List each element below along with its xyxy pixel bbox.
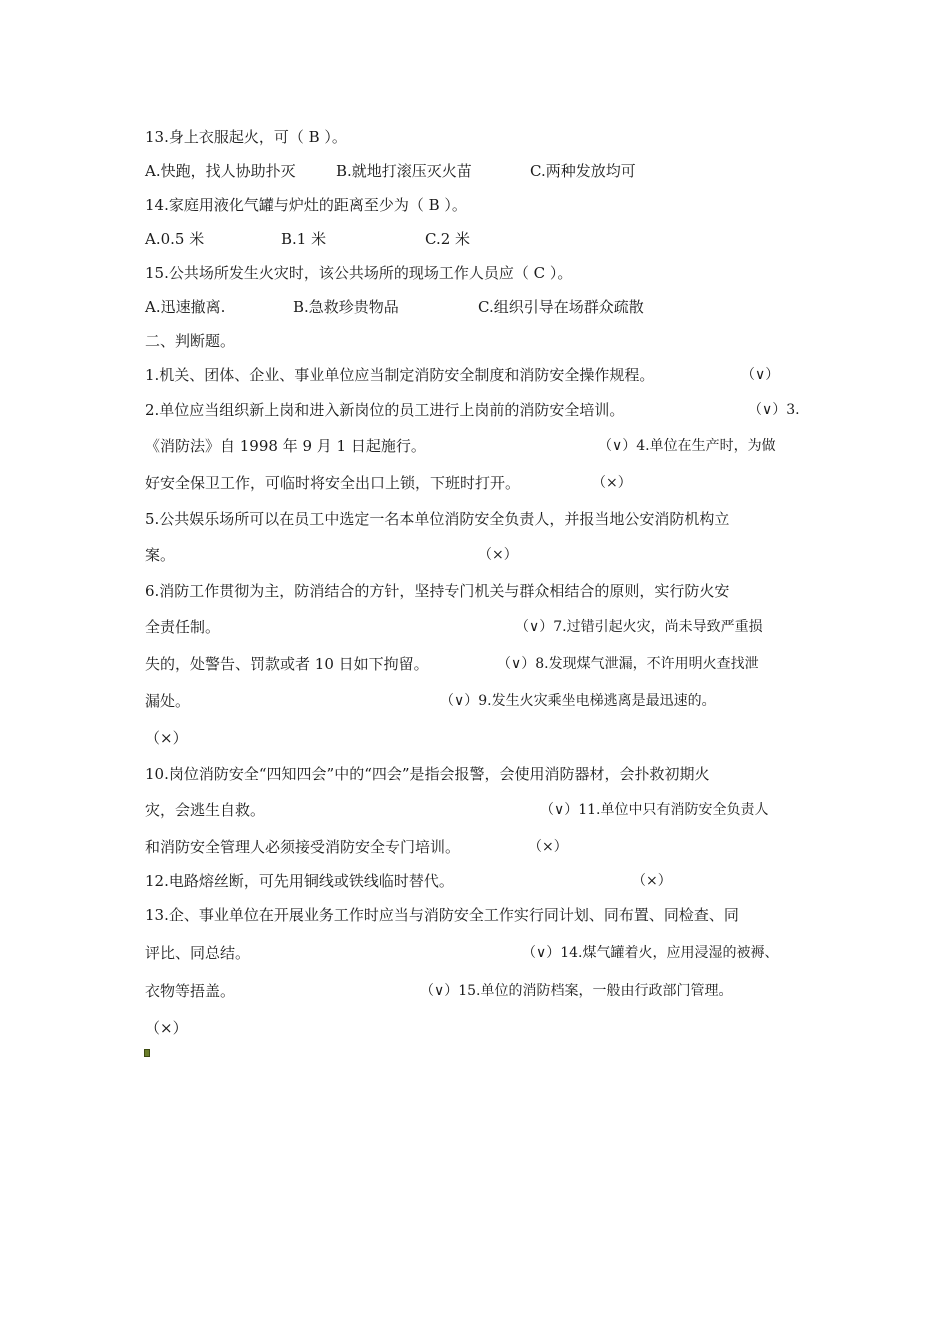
tf-line-18: 衣物等捂盖。	[145, 982, 236, 1000]
image-icon	[144, 1049, 150, 1057]
tf-answer-11: （×）	[528, 839, 568, 855]
tf-line-2: 2.单位应当组织新上岗和进入新岗位的员工进行上岗前的消防安全培训。	[145, 401, 625, 419]
tf-answer-14: （∨）15.单位的消防档案，一般由行政部门管理。	[420, 983, 733, 999]
tf-line-14: 和消防安全管理人必须接受消防安全专门培训。	[145, 838, 461, 856]
tf-line-1: 1.机关、团体、企业、事业单位应当制定消防安全制度和消防安全操作规程。	[145, 366, 655, 384]
tf-answer-2: （∨）3.	[748, 402, 800, 418]
tf-answer-1: （∨）	[741, 367, 780, 383]
tf-line-12: 10.岗位消防安全“四知四会”中的“四会”是指会报警，会使用消防器材，会扑救初期火	[145, 765, 710, 783]
tf-line-5: 5.公共娱乐场所可以在员工中选定一名本单位消防安全负责人，并报当地公安消防机构立	[145, 510, 730, 528]
tf-answer-13: （∨）14.煤气罐着火，应用浸湿的被褥、	[522, 945, 779, 961]
question-15: 15.公共场所发生火灾时，该公共场所的现场工作人员应（ C ）。	[145, 264, 573, 282]
tf-line-10: 漏处。	[145, 692, 191, 710]
tf-line-15: 12.电路熔丝断，可先用铜线或铁线临时替代。	[145, 872, 454, 890]
q13-option-b: B.就地打滚压灭火苗	[336, 162, 472, 180]
tf-answer-7: （∨）8.发现煤气泄漏，不许用明火查找泄	[497, 656, 759, 672]
q14-option-c: C.2 米	[425, 230, 471, 248]
tf-line-16: 13.企、事业单位在开展业务工作时应当与消防安全工作实行同计划、同布置、同检查、同	[145, 906, 739, 924]
q14-option-b: B.1 米	[281, 230, 327, 248]
tf-line-17: 评比、同总结。	[145, 944, 251, 962]
q15-option-b: B.急救珍贵物品	[293, 298, 399, 316]
question-14: 14.家庭用液化气罐与炉灶的距离至少为（ B ）。	[145, 196, 467, 214]
tf-answer-5: （×）	[478, 547, 518, 563]
tf-line-6: 案。	[145, 546, 176, 564]
tf-line-7: 6.消防工作贯彻为主，防消结合的方针，坚持专门机关与群众相结合的原则，实行防火安	[145, 582, 730, 600]
tf-line-11: （×）	[145, 729, 188, 747]
tf-answer-4: （×）	[592, 475, 632, 491]
tf-line-3: 《消防法》自 1998 年 9 月 1 日起施行。	[145, 437, 426, 455]
q15-option-a: A.迅速撤离.	[145, 298, 226, 316]
q13-option-c: C.两种发放均可	[530, 162, 636, 180]
question-13: 13.身上衣服起火，可（ B ）。	[145, 128, 347, 146]
tf-line-19: （×）	[145, 1019, 188, 1037]
tf-line-13: 灾，会逃生自救。	[145, 801, 266, 819]
tf-answer-12: （×）	[632, 873, 672, 889]
tf-answer-3: （∨）4.单位在生产时，为做	[598, 438, 776, 454]
section-title: 二、判断题。	[145, 332, 236, 350]
tf-answer-6: （∨）7.过错引起火灾，尚未导致严重损	[515, 619, 763, 635]
q15-option-c: C.组织引导在场群众疏散	[478, 298, 644, 316]
q14-option-a: A.0.5 米	[145, 230, 205, 248]
tf-line-9: 失的，处警告、罚款或者 10 日如下拘留。	[145, 655, 429, 673]
tf-answer-10: （∨）11.单位中只有消防安全负责人	[540, 802, 769, 818]
tf-line-8: 全责任制。	[145, 618, 221, 636]
tf-line-4: 好安全保卫工作，可临时将安全出口上锁，下班时打开。	[145, 474, 521, 492]
q13-option-a: A.快跑，找人协助扑灭	[145, 162, 296, 180]
tf-answer-8: （∨）9.发生火灾乘坐电梯逃离是最迅速的。	[440, 693, 716, 709]
